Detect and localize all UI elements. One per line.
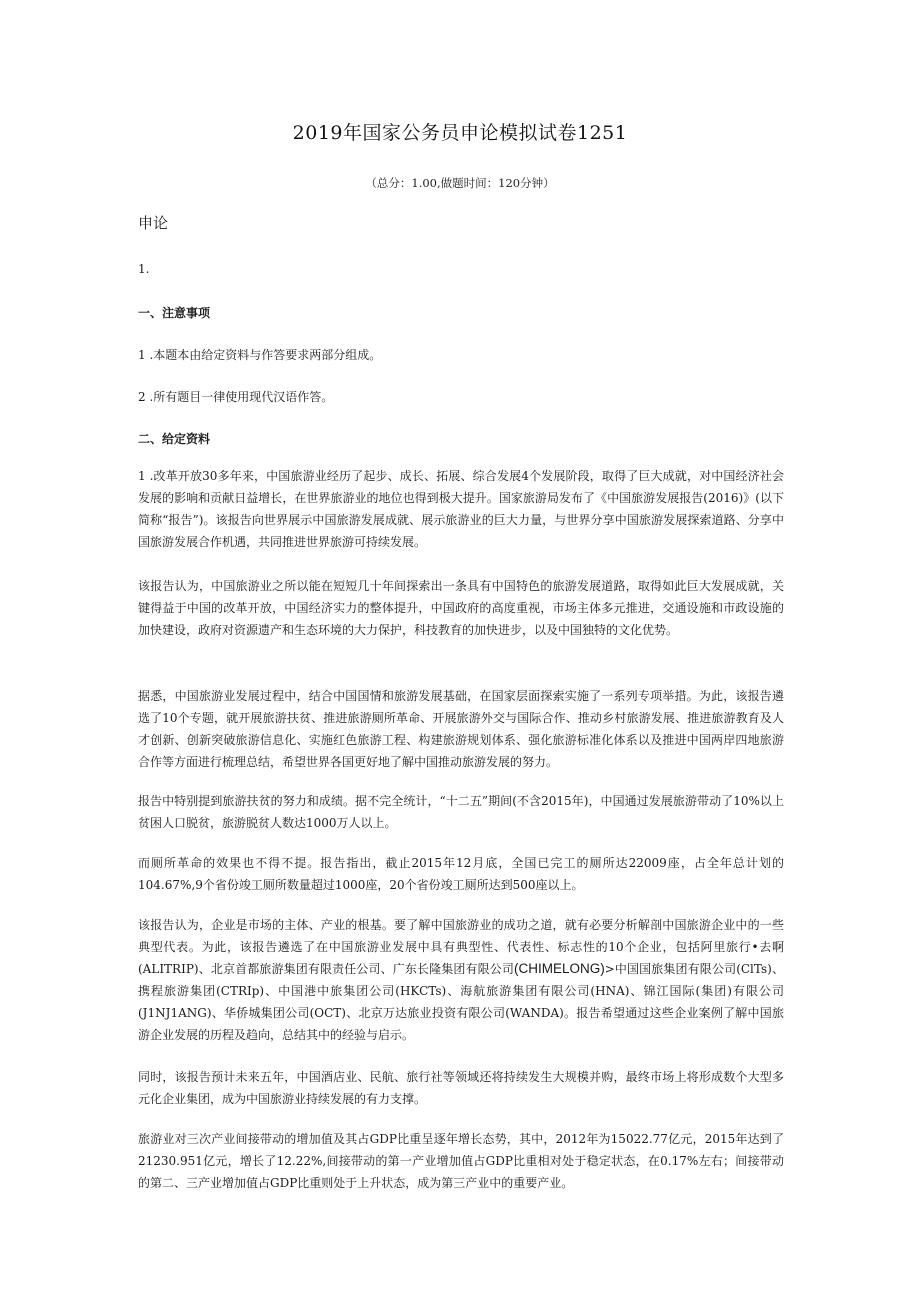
paragraph-6-text-a: 该报告认为，企业是市场的主体、产业的根基。要了解中国旅游业的成功之道，就有必要分析解剖中国旅游企业中的一些典型代表。为此，该报告遴选了在中国旅游业发展中具有典型性、代表性、标志性的10个企业，包括阿里旅行•去啊(ALITRIP)、北京首都旅游集团有限责任公司、广东长隆集团有限公司 (138, 918, 784, 976)
material-paragraph-2: 该报告认为，中国旅游业之所以能在短短几十年间探索出一条具有中国特色的旅游发展道路，取得如此巨大发展成就，关键得益于中国的改革开放，中国经济实力的整体提升，中国政府的高度重视，市场主体多元推进，交通设施和市政设施的加快建设，政府对资源遗产和生态环境的大力保护，科技教育的加快进步，以及中国独特的文化优势。 (138, 579, 784, 637)
material-paragraph-7: 同时，该报告预计未来五年，中国酒店业、民航、旅行社等领域还将持续发生大规模并购，最终市场上将形成数个大型多元化企业集团，成为中国旅游业持续发展的有力支撑。 (138, 1070, 784, 1106)
exam-subtitle: （总分：1.00,做题时间：120分钟） (365, 176, 555, 190)
materials-heading: 二、给定资料 (138, 432, 211, 446)
material-paragraph-6 (138, 914, 784, 1046)
notice-item-2: 2 .所有题目一律使用现代汉语作答。 (138, 390, 334, 404)
material-paragraph-3: 据悉，中国旅游业发展过程中，结合中国国情和旅游发展基础，在国家层面探索实施了一系列专项举措。为此，该报告遴选了10个专题，就开展旅游扶贫、推进旅游厕所革命、开展旅游外交与国际合作、推动乡村旅游发展、推进旅游教育及人才创新、创新突破旅游信息化、实施红色旅游工程、构建旅游规划体系、强化旅游标准化体系以及推进中国两岸四地旅游合作等方面进行梳理总结，希望世界各国更好地了解中国推动旅游发展的努力。 (138, 689, 784, 769)
material-paragraph-5: 而厕所革命的效果也不得不提。报告指出，截止2015年12月底，全国已完工的厕所达22009座，占全年总计划的104.67%,9个省份竣工厕所数量超过1000座，20个省份竣工厕所达到500座以上。 (138, 856, 784, 892)
notice-heading: 一、注意事项 (138, 306, 211, 320)
material-paragraph-8: 旅游业对三次产业间接带动的增加值及其占GDP比重呈逐年增长态势，其中，2012年为15022.77亿元，2015年达到了21230.951亿元，增长了12.22%,间接带动的第一产业增加值占GDP比重相对处于稳定状态，在0.17%左右；间接带动的第二、三产业增加值占GDP比重则处于上升状态，成为第三产业中的重要产业。 (138, 1132, 784, 1190)
exam-title: 2019年国家公务员申论模拟试卷1251 (292, 122, 628, 144)
section-label: 申论 (138, 214, 169, 232)
question-number: 1. (138, 262, 150, 276)
material-paragraph-4: 报告中特别提到旅游扶贫的努力和成绩。据不完全统计，“十二五”期间(不含2015年)，中国通过发展旅游带动了10%以上贫困人口脱贫，旅游脱贫人数达1000万人以上。 (138, 794, 784, 830)
material-paragraph-1: 1 .改革开放30多年来，中国旅游业经历了起步、成长、拓展、综合发展4个发展阶段，取得了巨大成就，对中国经济社会发展的影响和贡献日益增长，在世界旅游业的地位也得到极大提升。国家旅游局发布了《中国旅游发展报告(2016)》(以下简称“报告”)。该报告向世界展示中国旅游发展成就、展示旅游业的巨大力量，与世界分享中国旅游发展探索道路、分享中国旅游发展合作机遇，共同推进世界旅游可持续发展。 (138, 469, 784, 549)
chimelong-brand-text: (CHIMELONG) (514, 961, 605, 976)
notice-item-1: 1 .本题本由给定资料与作答要求两部分组成。 (138, 348, 382, 362)
paragraph-6-text-b: >中国国旅集团有限公司(ClTs)、携程旅游集团(CTRIp)、中国港中旅集团公司(HKCTs)、海航旅游集团有限公司(HNA)、锦江国际(集团)有限公司(J1NJ1ANG)、华侨城集团公司(OCT)、北京万达旅业投资有限公司(WANDA)。报告希望通过这些企业案例了解中国旅游企业发展的历程及趋向，总结其中的经验与启示。 (138, 962, 784, 1042)
